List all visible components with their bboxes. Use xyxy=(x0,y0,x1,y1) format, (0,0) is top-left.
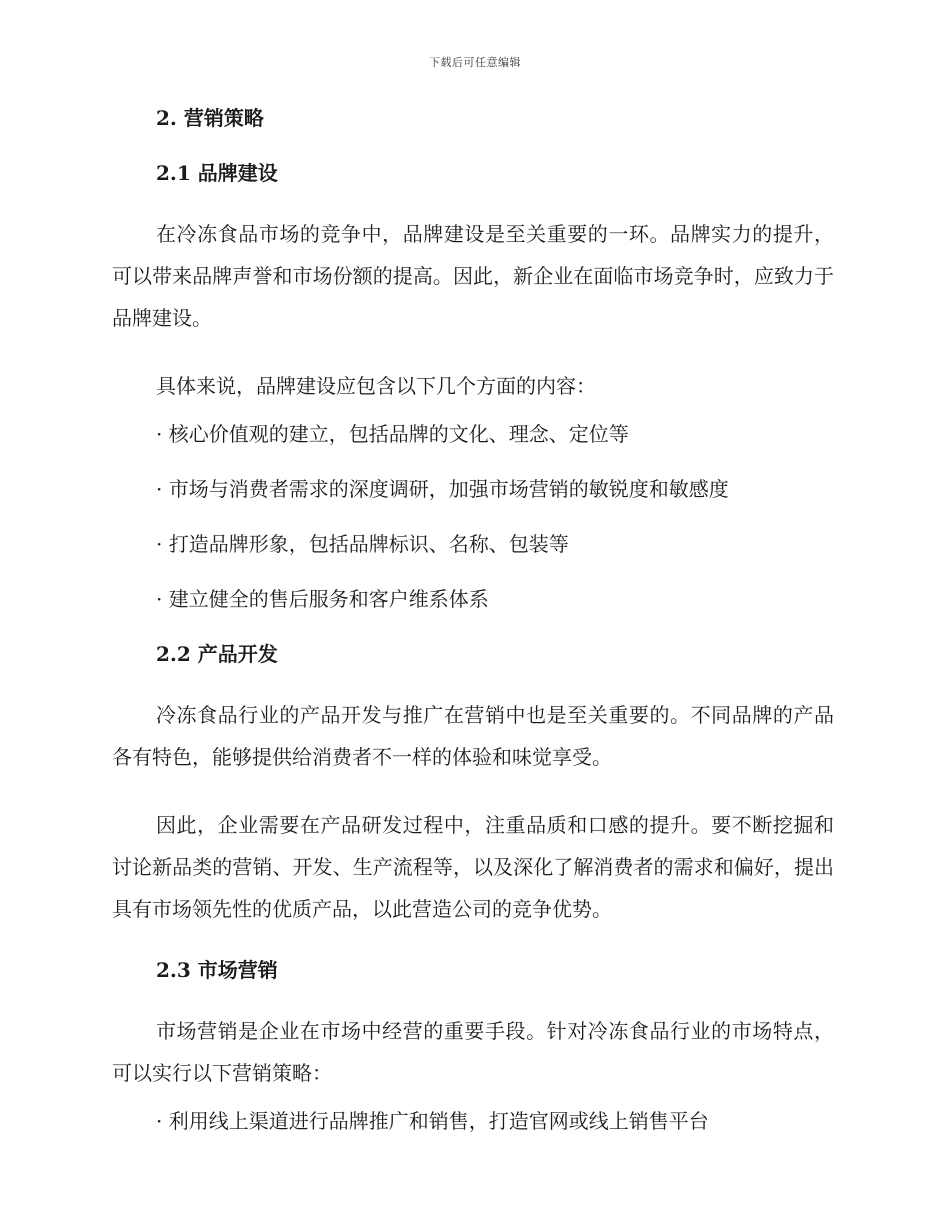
section-heading: 2. 营销策略 xyxy=(156,106,264,130)
bullet-item: · 核心价值观的建立，包括品牌的文化、理念、定位等 xyxy=(156,422,629,446)
paragraph: 冷冻食品行业的产品开发与推广在营销中也是至关重要的。不同品牌的产品各有特色，能够提供给消费者不一样的体验和味觉享受。 xyxy=(112,703,834,769)
paragraph: 因此，企业需要在产品研发过程中，注重品质和口感的提升。要不断挖掘和讨论新品类的营销、开发、生产流程等，以及深化了解消费者的需求和偏好，提出具有市场领先性的优质产品，以此营造公司的竞争优势。 xyxy=(112,813,834,921)
paragraph: 在冷冻食品市场的竞争中，品牌建设是至关重要的一环。品牌实力的提升，可以带来品牌声誉和市场份额的提高。因此，新企业在面临市场竞争时，应致力于品牌建设。 xyxy=(112,222,834,330)
subsection-heading-marketing: 2.3 市场营销 xyxy=(156,958,278,982)
bullet-item: · 建立健全的售后服务和客户维系体系 xyxy=(156,587,489,611)
bullet-item: · 利用线上渠道进行品牌推广和销售，打造官网或线上销售平台 xyxy=(156,1109,709,1133)
paragraph: 具体来说，品牌建设应包含以下几个方面的内容： xyxy=(156,374,596,398)
page-header: 下载后可任意编辑 xyxy=(429,56,521,69)
subsection-heading-brand: 2.1 品牌建设 xyxy=(156,161,278,185)
subsection-heading-product: 2.2 产品开发 xyxy=(156,642,278,666)
bullet-item: · 市场与消费者需求的深度调研，加强市场营销的敏锐度和敏感度 xyxy=(156,477,729,501)
document-body xyxy=(112,104,834,1162)
paragraph: 市场营销是企业在市场中经营的重要手段。针对冷冻食品行业的市场特点，可以实行以下营销策略： xyxy=(112,1019,834,1085)
bullet-item: · 打造品牌形象，包括品牌标识、名称、包装等 xyxy=(156,532,569,556)
